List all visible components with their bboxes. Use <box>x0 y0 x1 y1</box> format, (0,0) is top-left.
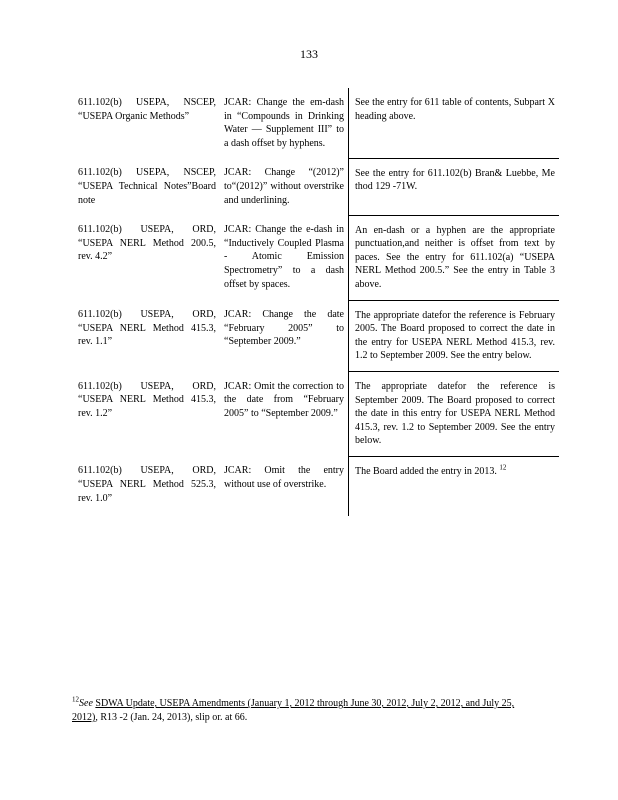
jcar-comment-cell: JCAR: Omit the correction to the date from “February 2005” to “September 2009.” <box>220 372 349 457</box>
section-cell: 611.102(b) USEPA, ORD, “USEPA NERL Method 415.3, rev. 1.1” <box>78 309 216 348</box>
table-row <box>68 300 559 371</box>
section-cell: 611.102(b) USEPA, NSCEP, “USEPA Organic Methods” <box>78 97 216 122</box>
table-row <box>68 158 559 215</box>
section-cell: 611.102(b) USEPA, ORD, “USEPA NERL Method 525.3, rev. 1.0” <box>78 465 216 504</box>
footnote-reference[interactable]: 12 <box>499 463 507 472</box>
footnote-marker: 12 <box>72 695 79 704</box>
page-number: 133 <box>300 47 318 61</box>
jcar-comment-cell: JCAR: Change the date “February 2005” to “September 2009.” <box>220 300 349 371</box>
section-cell: 611.102(b) USEPA, ORD, “USEPA NERL Method 415.3, rev. 1.2” <box>78 380 216 419</box>
board-response-cell: The appropriate datefor the reference is February 2005. The Board proposed to correct the date in the entry for USEPA NERL Method 415.3, rev. 1.2 to September 2009. See the entry below. <box>349 300 560 371</box>
footnote-citation: SDWA Update, USEPA Amendments (January 1, 2012 through June 30, 2012, July 2, 2012, and July 25, 2012) <box>72 698 515 723</box>
table-row <box>68 215 559 300</box>
table-row <box>68 456 559 516</box>
jcar-comment-cell: JCAR: Change “(2012)” to“(2012)” without overstrike and underlining. <box>220 158 349 215</box>
section-cell: 611.102(b) USEPA, NSCEP, “USEPA Technical Notes”Board note <box>78 167 216 206</box>
board-response-cell: An en-dash or a hyphen are the appropriate punctuation,and neither is offset from text by paces. See the entry for 611.102(a) “USEPA NERL Method 200.5.” See the entry in Table 3 above. <box>349 215 560 300</box>
footnote <box>72 697 532 725</box>
board-response-cell: The appropriate datefor the reference is September 2009. The Board proposed to correct the date in this entry for USEPA NERL Method 415.3, rev. 1.2 to September 2009. See the entry below. <box>349 372 560 457</box>
board-response-text: The Board added the entry in 2013. <box>355 465 497 477</box>
table <box>68 88 559 516</box>
board-response-cell: See the entry for 611 table of contents, Subpart X heading above. <box>349 88 560 158</box>
table-row <box>68 88 559 158</box>
comments-table <box>68 88 555 516</box>
jcar-comment-cell: JCAR: Omit the entry without use of overstrike. <box>220 456 349 516</box>
jcar-comment-cell: JCAR: Change the em-dash in “Compounds in Drinking Water — Supplement III” to a dash offset by hyphens. <box>220 88 349 158</box>
board-response-cell: See the entry for 611.102(b) Bran& Luebbe, Me thod 129 -71W. <box>349 158 560 215</box>
footnote-see: See <box>79 698 93 709</box>
footnote-rest: , R13 -2 (Jan. 24, 2013), slip or. at 66. <box>95 712 248 723</box>
board-response-cell <box>349 456 560 516</box>
section-cell: 611.102(b) USEPA, ORD, “USEPA NERL Method 200.5, rev. 4.2” <box>78 224 216 263</box>
jcar-comment-cell: JCAR: Change the e-dash in “Inductively Coupled Plasma - Atomic Emission Spectrometry” to a dash offset by spaces. <box>220 215 349 300</box>
table-row <box>68 372 559 457</box>
